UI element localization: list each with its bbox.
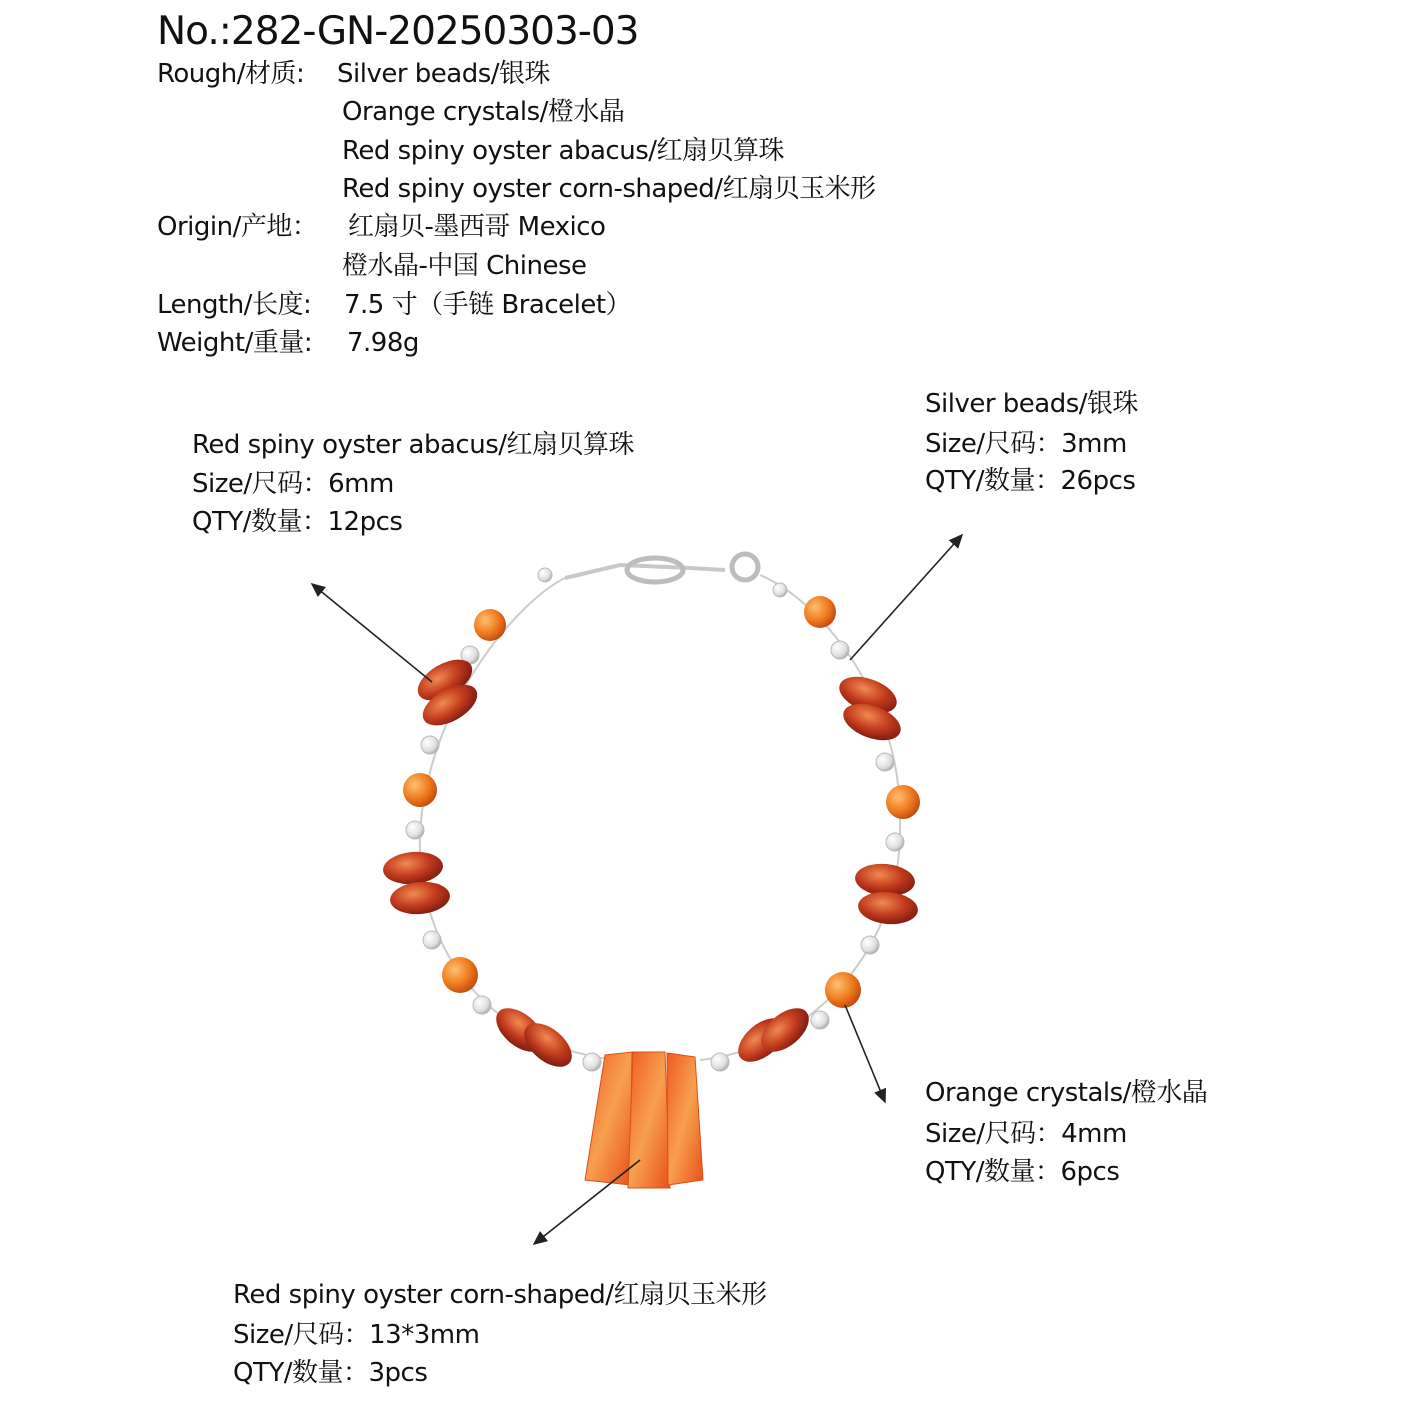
rough-item: Orange crystals/橙水晶 xyxy=(342,97,625,127)
callout-qty: QTY/数量：12pcs xyxy=(192,507,403,537)
rough-item: Red spiny oyster abacus/红扇贝算珠 xyxy=(342,136,784,166)
length-value: 7.5 寸（手链 Bracelet） xyxy=(344,290,632,320)
origin-item: 橙水晶-中国 Chinese xyxy=(342,251,587,281)
weight-label: Weight/重量: xyxy=(157,328,313,358)
callout-size: Size/尺码：3mm xyxy=(925,429,1127,459)
product-number: No.:282-GN-20250303-03 xyxy=(157,9,639,54)
callout-qty: QTY/数量：6pcs xyxy=(925,1157,1120,1187)
callout-size: Size/尺码：13*3mm xyxy=(233,1320,480,1350)
origin-item: 红扇贝-墨西哥 Mexico xyxy=(348,212,606,242)
origin-label: Origin/产地： xyxy=(157,212,318,242)
callout-name: Red spiny oyster abacus/红扇贝算珠 xyxy=(192,430,634,460)
rough-item: Red spiny oyster corn-shaped/红扇贝玉米形 xyxy=(342,174,876,204)
length-label: Length/长度: xyxy=(157,290,312,320)
callout-name: Red spiny oyster corn-shaped/红扇贝玉米形 xyxy=(233,1280,767,1310)
callout-size: Size/尺码：4mm xyxy=(925,1119,1127,1149)
clasp xyxy=(565,554,758,582)
abacus-beads xyxy=(382,651,920,1075)
callout-size: Size/尺码：6mm xyxy=(192,469,394,499)
corn-shaped-pendant xyxy=(585,1052,703,1188)
callout-name: Silver beads/银珠 xyxy=(925,389,1139,419)
callout-name: Orange crystals/橙水晶 xyxy=(925,1078,1208,1108)
callout-qty: QTY/数量：26pcs xyxy=(925,466,1136,496)
rough-label: Rough/材质: xyxy=(157,59,305,89)
rough-item: Silver beads/银珠 xyxy=(337,59,551,89)
callout-qty: QTY/数量：3pcs xyxy=(233,1358,428,1388)
weight-value: 7.98g xyxy=(347,328,419,358)
